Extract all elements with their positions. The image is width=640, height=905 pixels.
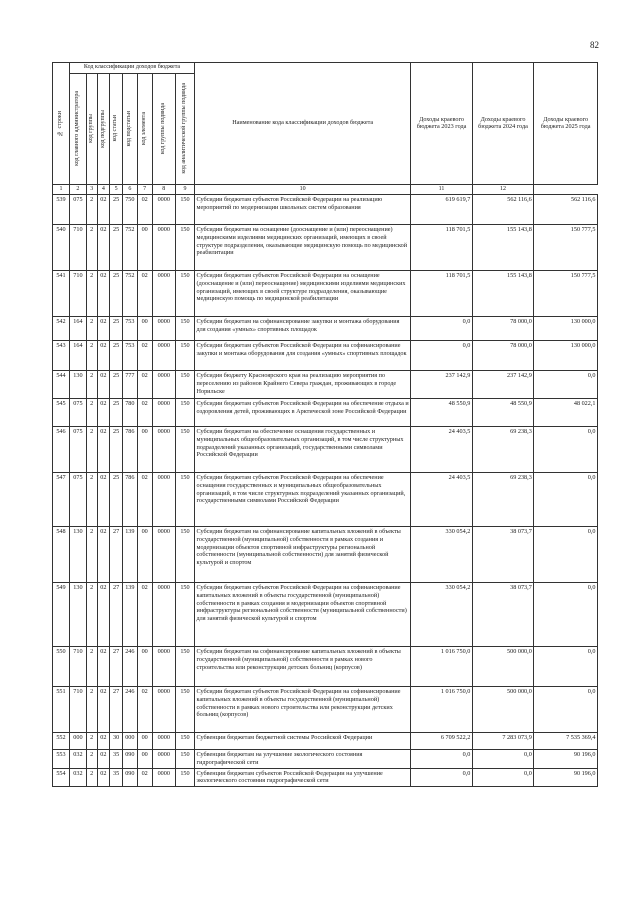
table-row xyxy=(53,195,598,225)
row-number-cell: 542 xyxy=(53,317,70,341)
subtype-code-cell: 0000 xyxy=(152,473,175,527)
group-code-cell: 2 xyxy=(86,647,97,687)
header-group-code: код группы xyxy=(86,73,97,184)
subarticle-code-cell: 139 xyxy=(122,527,137,583)
row-number-cell: 553 xyxy=(53,750,70,769)
element-code-cell: 02 xyxy=(137,341,152,371)
income-2025-cell: 130 000,0 xyxy=(534,317,598,341)
header-income-2023: Доходы краевого бюджета 2023 года xyxy=(411,63,472,185)
subgroup-code-cell: 02 xyxy=(97,527,110,583)
group-code-cell: 2 xyxy=(86,427,97,473)
table-row xyxy=(53,768,598,787)
subarticle-code-cell: 753 xyxy=(122,341,137,371)
subgroup-code-cell: 02 xyxy=(97,768,110,787)
table-row xyxy=(53,583,598,647)
admin-code-cell: 032 xyxy=(69,750,86,769)
table-row xyxy=(53,427,598,473)
group-code-cell: 2 xyxy=(86,195,97,225)
income-2024-cell: 500 000,0 xyxy=(472,687,533,733)
table-row xyxy=(53,399,598,427)
income-2023-cell: 0,0 xyxy=(411,317,472,341)
subarticle-code-cell: 780 xyxy=(122,399,137,427)
admin-code-cell: 710 xyxy=(69,271,86,317)
element-code-cell: 02 xyxy=(137,768,152,787)
admin-code-cell: 130 xyxy=(69,371,86,399)
subarticle-code-cell: 246 xyxy=(122,687,137,733)
admin-code-cell: 710 xyxy=(69,687,86,733)
income-2025-cell: 130 000,0 xyxy=(534,341,598,371)
analytic-code-cell: 150 xyxy=(175,583,194,647)
group-code-cell: 2 xyxy=(86,527,97,583)
table-body xyxy=(53,195,598,787)
article-code-cell: 27 xyxy=(110,647,123,687)
analytic-code-cell: 150 xyxy=(175,427,194,473)
header-subgroup-code: код подгруппы xyxy=(97,73,110,184)
income-2025-cell: 7 535 369,4 xyxy=(534,733,598,750)
table-row xyxy=(53,317,598,341)
budget-income-table xyxy=(52,62,598,787)
income-name-cell: Субсидии бюджетам субъектов Российской Федерации на обеспечение отдыха и оздоровления детей, проживающих в Арктической зоне Российской Федерации xyxy=(195,399,411,427)
column-number: 3 xyxy=(86,184,97,195)
article-code-cell: 25 xyxy=(110,371,123,399)
subtype-code-cell: 0000 xyxy=(152,647,175,687)
income-2024-cell: 500 000,0 xyxy=(472,647,533,687)
income-2025-cell: 0,0 xyxy=(534,427,598,473)
income-name-cell: Субсидии бюджетам субъектов Российской Федерации на оснащение (дооснащение и (или) переоснащение) медицинскими изделиями медицинских организаций, имеющих в своей структуре подразделения, оказывающие медицинскую помощь по медицинской реабилитации xyxy=(195,271,411,317)
income-2023-cell: 619 619,7 xyxy=(411,195,472,225)
column-number: 10 xyxy=(195,184,411,195)
analytic-code-cell: 150 xyxy=(175,225,194,271)
column-number: 12 xyxy=(472,184,533,195)
header-element-code: код элемента xyxy=(137,73,152,184)
analytic-code-cell: 150 xyxy=(175,399,194,427)
row-number-cell: 549 xyxy=(53,583,70,647)
row-number-cell: 543 xyxy=(53,341,70,371)
subtype-code-cell: 0000 xyxy=(152,750,175,769)
subarticle-code-cell: 246 xyxy=(122,647,137,687)
income-2024-cell: 78 000,0 xyxy=(472,317,533,341)
income-2023-cell: 48 550,9 xyxy=(411,399,472,427)
page-number: 82 xyxy=(590,40,599,50)
article-code-cell: 35 xyxy=(110,750,123,769)
subgroup-code-cell: 02 xyxy=(97,427,110,473)
row-number-cell: 546 xyxy=(53,427,70,473)
subtype-code-cell: 0000 xyxy=(152,371,175,399)
income-2023-cell: 330 054,2 xyxy=(411,527,472,583)
row-number-cell: 548 xyxy=(53,527,70,583)
header-row-number: № строки xyxy=(53,63,70,185)
income-2025-cell: 0,0 xyxy=(534,687,598,733)
subtype-code-cell: 0000 xyxy=(152,583,175,647)
subtype-code-cell: 0000 xyxy=(152,687,175,733)
subarticle-code-cell: 752 xyxy=(122,225,137,271)
row-number-cell: 544 xyxy=(53,371,70,399)
income-name-cell: Субсидия бюджету Красноярского края на реализацию мероприятия по переселению из районов Крайнего Севера граждан, проживающих в городе Норильске xyxy=(195,371,411,399)
subgroup-code-cell: 02 xyxy=(97,733,110,750)
subarticle-code-cell: 753 xyxy=(122,317,137,341)
group-code-cell: 2 xyxy=(86,341,97,371)
income-2023-cell: 24 403,5 xyxy=(411,427,472,473)
element-code-cell: 00 xyxy=(137,225,152,271)
income-2025-cell: 90 196,0 xyxy=(534,768,598,787)
income-name-cell: Субсидии бюджетам на софинансирование капитальных вложений в объекты государственной (муниципальной) собственности в рамках нового строительства или реконструкции детских больниц (корпусов) xyxy=(195,647,411,687)
element-code-cell: 02 xyxy=(137,583,152,647)
income-2024-cell: 38 073,7 xyxy=(472,527,533,583)
income-2025-cell: 48 022,1 xyxy=(534,399,598,427)
subtype-code-cell: 0000 xyxy=(152,195,175,225)
income-2023-cell: 330 054,2 xyxy=(411,583,472,647)
element-code-cell: 00 xyxy=(137,750,152,769)
group-code-cell: 2 xyxy=(86,583,97,647)
analytic-code-cell: 150 xyxy=(175,317,194,341)
article-code-cell: 25 xyxy=(110,317,123,341)
column-number-row xyxy=(53,184,598,195)
subarticle-code-cell: 139 xyxy=(122,583,137,647)
row-number-cell: 550 xyxy=(53,647,70,687)
admin-code-cell: 075 xyxy=(69,195,86,225)
income-2023-cell: 1 016 750,0 xyxy=(411,647,472,687)
group-code-cell: 2 xyxy=(86,733,97,750)
income-2025-cell: 0,0 xyxy=(534,473,598,527)
article-code-cell: 27 xyxy=(110,687,123,733)
income-2023-cell: 118 701,5 xyxy=(411,225,472,271)
analytic-code-cell: 150 xyxy=(175,687,194,733)
group-code-cell: 2 xyxy=(86,687,97,733)
income-2024-cell: 7 283 073,9 xyxy=(472,733,533,750)
element-code-cell: 00 xyxy=(137,427,152,473)
analytic-code-cell: 150 xyxy=(175,271,194,317)
subgroup-code-cell: 02 xyxy=(97,687,110,733)
subgroup-code-cell: 02 xyxy=(97,225,110,271)
income-2024-cell: 155 143,8 xyxy=(472,225,533,271)
article-code-cell: 25 xyxy=(110,195,123,225)
income-2023-cell: 0,0 xyxy=(411,768,472,787)
table-row xyxy=(53,225,598,271)
article-code-cell: 25 xyxy=(110,225,123,271)
admin-code-cell: 164 xyxy=(69,341,86,371)
element-code-cell: 02 xyxy=(137,195,152,225)
analytic-code-cell: 150 xyxy=(175,733,194,750)
group-code-cell: 2 xyxy=(86,750,97,769)
income-name-cell: Субсидии бюджетам субъектов Российской Федерации на обеспечение оснащения государственных и муниципальных общеобразовательных организаций, в том числе структурных подразделений указанных организаций, государственными символами Российской Федерации xyxy=(195,473,411,527)
article-code-cell: 25 xyxy=(110,341,123,371)
subtype-code-cell: 0000 xyxy=(152,317,175,341)
article-code-cell: 27 xyxy=(110,527,123,583)
subarticle-code-cell: 777 xyxy=(122,371,137,399)
admin-code-cell: 032 xyxy=(69,768,86,787)
income-2023-cell: 6 709 522,2 xyxy=(411,733,472,750)
admin-code-cell: 130 xyxy=(69,583,86,647)
subgroup-code-cell: 02 xyxy=(97,341,110,371)
table-row xyxy=(53,687,598,733)
subtype-code-cell: 0000 xyxy=(152,399,175,427)
column-number: 9 xyxy=(175,184,194,195)
income-2024-cell: 38 073,7 xyxy=(472,583,533,647)
income-2024-cell: 78 000,0 xyxy=(472,341,533,371)
subtype-code-cell: 0000 xyxy=(152,225,175,271)
column-number: 5 xyxy=(110,184,123,195)
income-name-cell: Субсидии бюджетам субъектов Российской Федерации на реализацию мероприятий по модернизации школьных систем образования xyxy=(195,195,411,225)
income-2025-cell: 0,0 xyxy=(534,371,598,399)
element-code-cell: 02 xyxy=(137,371,152,399)
subtype-code-cell: 0000 xyxy=(152,527,175,583)
element-code-cell: 00 xyxy=(137,317,152,341)
header-classification-group: Код классификации доходов бюджета xyxy=(69,63,194,74)
income-2024-cell: 0,0 xyxy=(472,768,533,787)
article-code-cell: 25 xyxy=(110,399,123,427)
analytic-code-cell: 150 xyxy=(175,527,194,583)
article-code-cell: 25 xyxy=(110,271,123,317)
article-code-cell: 25 xyxy=(110,473,123,527)
admin-code-cell: 710 xyxy=(69,225,86,271)
income-2024-cell: 237 142,9 xyxy=(472,371,533,399)
income-2024-cell: 562 116,6 xyxy=(472,195,533,225)
subgroup-code-cell: 02 xyxy=(97,195,110,225)
element-code-cell: 02 xyxy=(137,687,152,733)
column-number: 8 xyxy=(152,184,175,195)
subtype-code-cell: 0000 xyxy=(152,733,175,750)
subtype-code-cell: 0000 xyxy=(152,341,175,371)
income-2023-cell: 24 403,5 xyxy=(411,473,472,527)
subarticle-code-cell: 090 xyxy=(122,750,137,769)
admin-code-cell: 164 xyxy=(69,317,86,341)
column-number: 6 xyxy=(122,184,137,195)
group-code-cell: 2 xyxy=(86,473,97,527)
admin-code-cell: 075 xyxy=(69,427,86,473)
income-2023-cell: 1 016 750,0 xyxy=(411,687,472,733)
group-code-cell: 2 xyxy=(86,225,97,271)
analytic-code-cell: 150 xyxy=(175,195,194,225)
admin-code-cell: 130 xyxy=(69,527,86,583)
analytic-code-cell: 150 xyxy=(175,371,194,399)
row-number-cell: 539 xyxy=(53,195,70,225)
income-2024-cell: 69 238,3 xyxy=(472,473,533,527)
analytic-code-cell: 150 xyxy=(175,768,194,787)
admin-code-cell: 075 xyxy=(69,399,86,427)
analytic-code-cell: 150 xyxy=(175,341,194,371)
article-code-cell: 25 xyxy=(110,427,123,473)
header-subarticle-code: код подстатьи xyxy=(122,73,137,184)
income-2024-cell: 48 550,9 xyxy=(472,399,533,427)
article-code-cell: 35 xyxy=(110,768,123,787)
header-subtype-code: код группы подвида xyxy=(152,73,175,184)
analytic-code-cell: 150 xyxy=(175,473,194,527)
income-2025-cell: 562 116,6 xyxy=(534,195,598,225)
table-row xyxy=(53,473,598,527)
subtype-code-cell: 0000 xyxy=(152,427,175,473)
header-income-2025: Доходы краевого бюджета 2025 года xyxy=(534,63,598,185)
subgroup-code-cell: 02 xyxy=(97,317,110,341)
admin-code-cell: 710 xyxy=(69,647,86,687)
header-admin-code: код главного администратора xyxy=(69,73,86,184)
row-number-cell: 540 xyxy=(53,225,70,271)
subgroup-code-cell: 02 xyxy=(97,750,110,769)
group-code-cell: 2 xyxy=(86,768,97,787)
admin-code-cell: 075 xyxy=(69,473,86,527)
row-number-cell: 552 xyxy=(53,733,70,750)
income-name-cell: Субвенции бюджетам на улучшение экологического состояния гидрографической сети xyxy=(195,750,411,769)
income-2023-cell: 0,0 xyxy=(411,341,472,371)
income-name-cell: Субсидии бюджетам на оснащение (дооснащение и (или) переоснащение) медицинскими изделиями медицинских организаций, имеющих в своей структуре подразделения, оказывающие медицинскую помощь по медицинской реабилитации xyxy=(195,225,411,271)
element-code-cell: 00 xyxy=(137,527,152,583)
header-analytic-code: код аналитической группы подвида xyxy=(175,73,194,184)
element-code-cell: 02 xyxy=(137,271,152,317)
row-number-cell: 541 xyxy=(53,271,70,317)
header-income-2024: Доходы краевого бюджета 2024 года xyxy=(472,63,533,185)
income-2025-cell: 0,0 xyxy=(534,527,598,583)
article-code-cell: 27 xyxy=(110,583,123,647)
admin-code-cell: 000 xyxy=(69,733,86,750)
income-name-cell: Субсидии бюджетам субъектов Российской Федерации на софинансирование капитальных вложений в объекты государственной (муниципальной) собственности в рамках создания и модернизации объектов спортивной инфраструктуры региональной собственности (муниципальной собственности) для занятий физической культурой и спортом xyxy=(195,583,411,647)
group-code-cell: 2 xyxy=(86,271,97,317)
table-row xyxy=(53,371,598,399)
income-name-cell: Субсидии бюджетам на софинансирование капитальных вложений в объекты государственной (муниципальной) собственности в рамках создания и модернизации объектов спортивной инфраструктуры региональной собственности (муниципальной собственности) для занятий физической культурой и спортом xyxy=(195,527,411,583)
income-name-cell: Субвенции бюджетам бюджетной системы Российской Федерации xyxy=(195,733,411,750)
table-row xyxy=(53,271,598,317)
income-2024-cell: 0,0 xyxy=(472,750,533,769)
element-code-cell: 02 xyxy=(137,473,152,527)
column-number: 2 xyxy=(69,184,86,195)
element-code-cell: 02 xyxy=(137,399,152,427)
analytic-code-cell: 150 xyxy=(175,647,194,687)
subarticle-code-cell: 090 xyxy=(122,768,137,787)
income-2023-cell: 118 701,5 xyxy=(411,271,472,317)
income-2024-cell: 155 143,8 xyxy=(472,271,533,317)
income-name-cell: Субсидии бюджетам на софинансирование закупки и монтажа оборудования для создания «умных» спортивных площадок xyxy=(195,317,411,341)
subarticle-code-cell: 786 xyxy=(122,473,137,527)
column-number: 4 xyxy=(97,184,110,195)
table-row xyxy=(53,750,598,769)
subtype-code-cell: 0000 xyxy=(152,768,175,787)
subgroup-code-cell: 02 xyxy=(97,583,110,647)
group-code-cell: 2 xyxy=(86,371,97,399)
subgroup-code-cell: 02 xyxy=(97,473,110,527)
column-number: 1 xyxy=(53,184,70,195)
subarticle-code-cell: 000 xyxy=(122,733,137,750)
column-number: 11 xyxy=(411,184,472,195)
income-name-cell: Субсидии бюджетам на обеспечение оснащения государственных и муниципальных общеобразовательных организаций, в том числе структурных подразделений указанных организаций, государственными символами Российской Федерации xyxy=(195,427,411,473)
subgroup-code-cell: 02 xyxy=(97,399,110,427)
analytic-code-cell: 150 xyxy=(175,750,194,769)
table-row xyxy=(53,527,598,583)
column-number: 7 xyxy=(137,184,152,195)
subarticle-code-cell: 750 xyxy=(122,195,137,225)
income-2025-cell: 150 777,5 xyxy=(534,225,598,271)
table-row xyxy=(53,341,598,371)
table-row xyxy=(53,733,598,750)
income-2025-cell: 90 196,0 xyxy=(534,750,598,769)
subtype-code-cell: 0000 xyxy=(152,271,175,317)
income-2025-cell: 0,0 xyxy=(534,583,598,647)
row-number-cell: 545 xyxy=(53,399,70,427)
income-2025-cell: 150 777,5 xyxy=(534,271,598,317)
income-name-cell: Субсидии бюджетам субъектов Российской Федерации на софинансирование закупки и монтажа оборудования для создания «умных» спортивных площадок xyxy=(195,341,411,371)
income-name-cell: Субвенции бюджетам субъектов Российской Федерации на улучшение экологического состояния гидрографической сети xyxy=(195,768,411,787)
row-number-cell: 554 xyxy=(53,768,70,787)
income-2024-cell: 69 238,3 xyxy=(472,427,533,473)
income-2023-cell: 0,0 xyxy=(411,750,472,769)
row-number-cell: 547 xyxy=(53,473,70,527)
subgroup-code-cell: 02 xyxy=(97,271,110,317)
element-code-cell: 00 xyxy=(137,733,152,750)
element-code-cell: 00 xyxy=(137,647,152,687)
income-name-cell: Субсидии бюджетам субъектов Российской Федерации на софинансирование капитальных вложений в объекты государственной (муниципальной) собственности в рамках нового строительства или реконструкции детских больниц (корпусов) xyxy=(195,687,411,733)
header-name: Наименование кода классификации доходов бюджета xyxy=(195,63,411,185)
subgroup-code-cell: 02 xyxy=(97,647,110,687)
income-2025-cell: 0,0 xyxy=(534,647,598,687)
table-row xyxy=(53,647,598,687)
header-article-code: код статьи xyxy=(110,73,123,184)
article-code-cell: 30 xyxy=(110,733,123,750)
subarticle-code-cell: 752 xyxy=(122,271,137,317)
group-code-cell: 2 xyxy=(86,317,97,341)
group-code-cell: 2 xyxy=(86,399,97,427)
subgroup-code-cell: 02 xyxy=(97,371,110,399)
row-number-cell: 551 xyxy=(53,687,70,733)
income-2023-cell: 237 142,9 xyxy=(411,371,472,399)
subarticle-code-cell: 786 xyxy=(122,427,137,473)
